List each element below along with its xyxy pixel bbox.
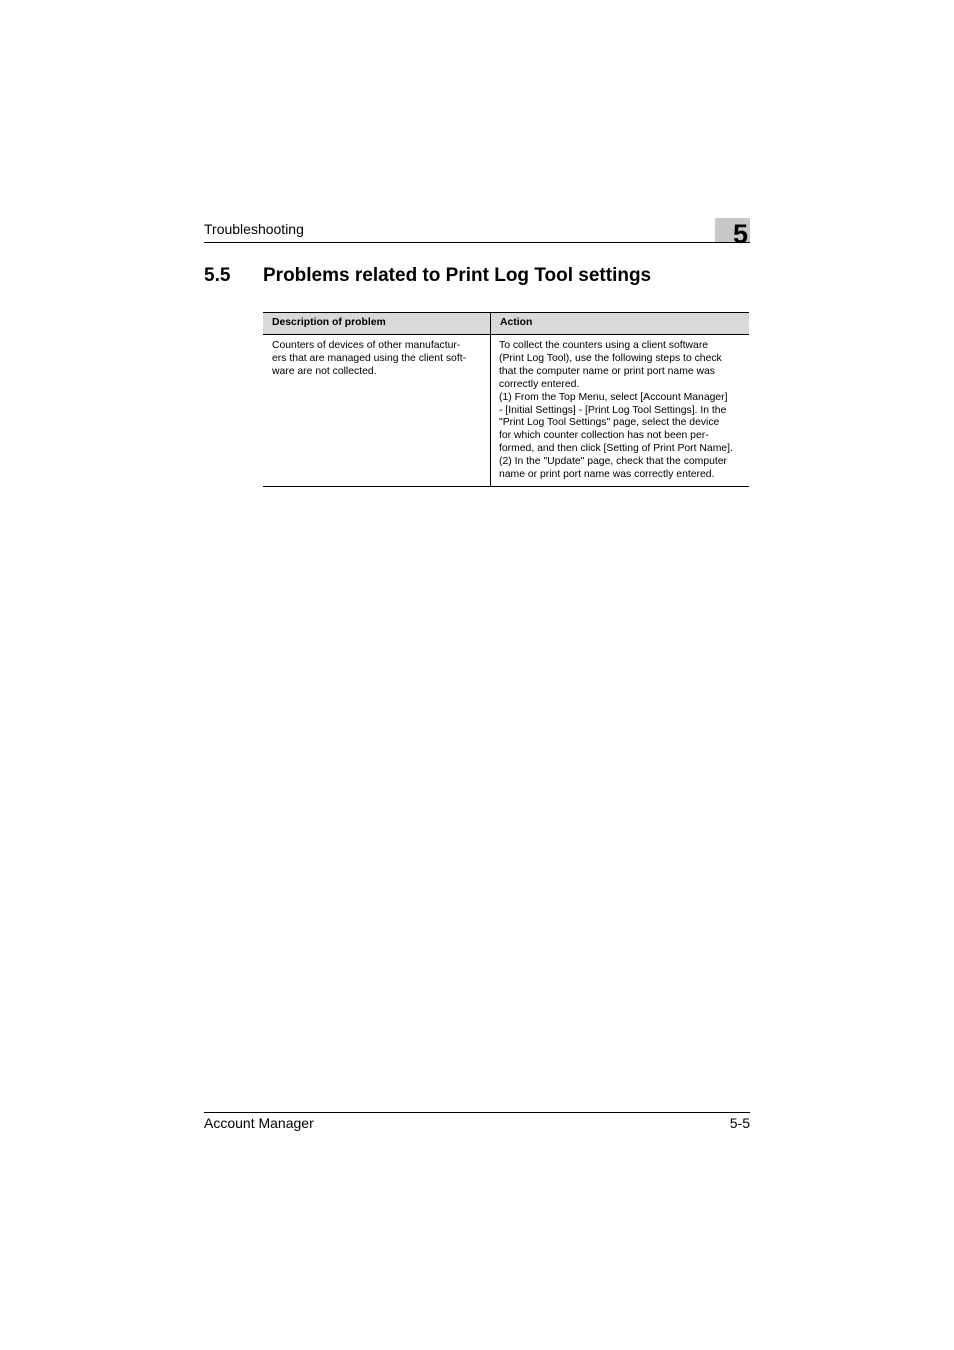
- column-header-description: Description of problem: [263, 313, 491, 335]
- section-title: Problems related to Print Log Tool settings: [263, 265, 652, 286]
- action-line: for which counter collection has not been per-: [499, 430, 709, 442]
- section-number: 5.5: [204, 265, 231, 286]
- action-line: name or print port name was correctly entered.: [499, 469, 715, 481]
- page-number: 5-5: [729, 1115, 750, 1131]
- action-line: that the computer name or print port name was: [499, 365, 716, 377]
- problem-description-cell: [263, 335, 491, 487]
- action-line: (2) In the "Update" page, check that the computer: [499, 456, 728, 468]
- column-header-action: Action: [491, 313, 750, 335]
- description-line: ers that are managed using the client soft-: [272, 352, 467, 364]
- action-line: (1) From the Top Menu, select [Account Manager]: [499, 391, 728, 403]
- chapter-title: Troubleshooting: [204, 221, 304, 237]
- section-heading: [204, 264, 651, 288]
- footer-manual-title: Account Manager: [204, 1115, 314, 1131]
- table-header-row: [263, 313, 749, 335]
- action-line: formed, and then click [Setting of Print Port Name].: [499, 443, 733, 455]
- description-line: ware are not collected.: [272, 365, 377, 377]
- action-cell: [491, 335, 750, 487]
- chapter-number-tab: [715, 218, 750, 249]
- footer-rule: [204, 1112, 750, 1113]
- action-line: To collect the counters using a client software: [499, 340, 709, 351]
- chapter-number: 5: [732, 219, 748, 249]
- action-line: correctly entered.: [499, 378, 580, 390]
- action-line: - [Initial Settings] - [Print Log Tool Settings]. In the: [499, 404, 727, 416]
- action-line: "Print Log Tool Settings" page, select the device: [499, 417, 720, 429]
- problems-table: [263, 312, 749, 487]
- action-line: (Print Log Tool), use the following steps to check: [499, 352, 722, 364]
- description-line: Counters of devices of other manufactur-: [272, 340, 461, 351]
- table-row: [263, 335, 749, 487]
- header-rule: [204, 242, 750, 243]
